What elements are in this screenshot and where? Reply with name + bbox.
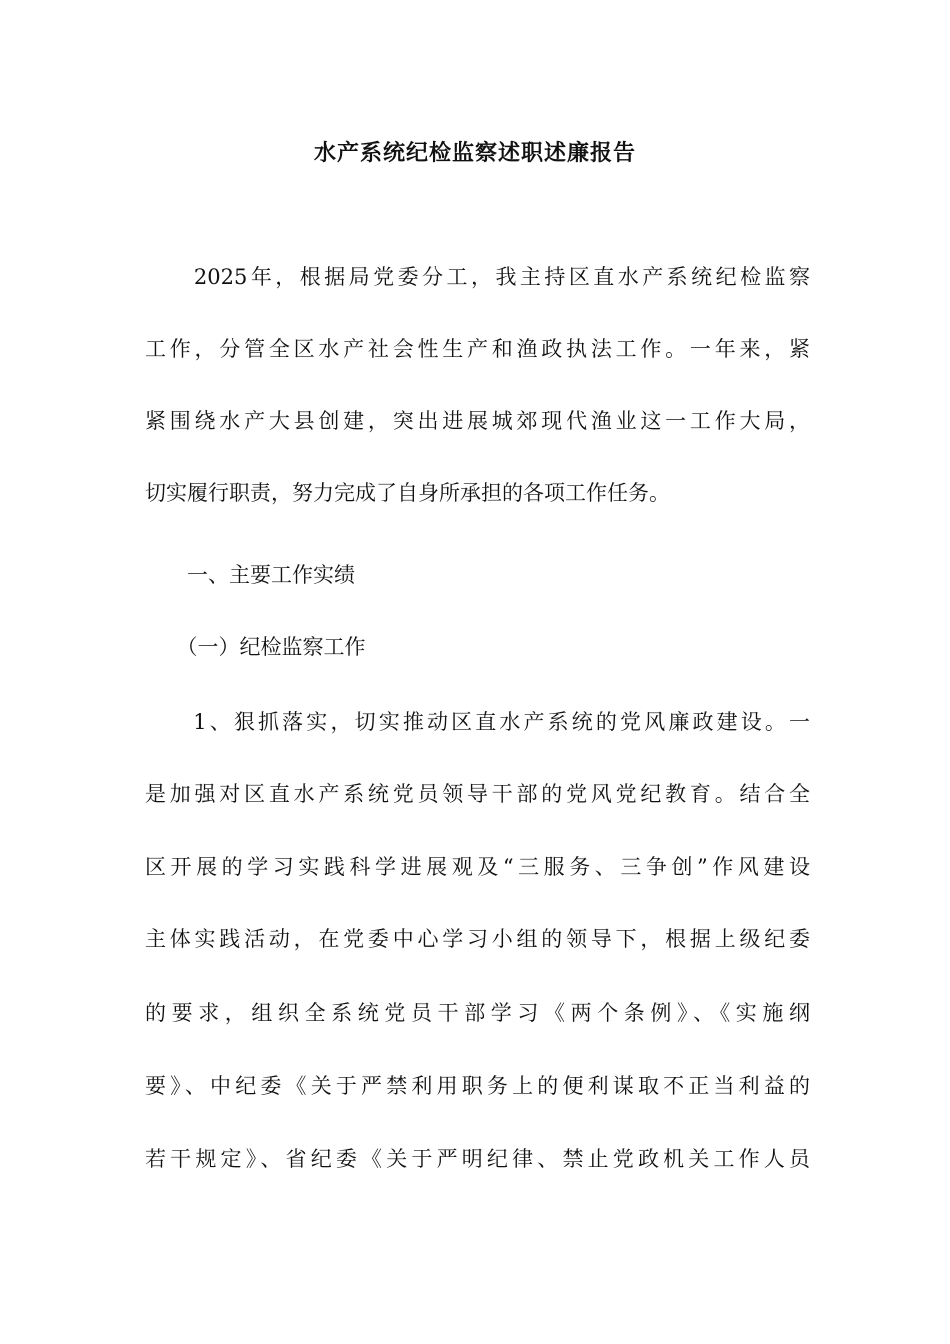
- body-line-6: 是加强对区直水产系统党员领导干部的党风党纪教育。结合全: [145, 782, 810, 806]
- body-line-4: 切实履行职责，努力完成了自身所承担的各项工作任务。: [145, 481, 670, 505]
- body-line-9: 的要求，组织全系统党员干部学习《两个条例》、《实施纲: [145, 1001, 810, 1025]
- body-line-8: 主体实践活动，在党委中心学习小组的领导下，根据上级纪委: [145, 927, 810, 951]
- body-line-7: 区开展的学习实践科学进展观及“三服务、三争创”作风建设: [145, 855, 810, 879]
- body-line-2: 工作，分管全区水产社会性生产和渔政执法工作。一年来，紧: [145, 337, 810, 361]
- body-line-10: 要》、中纪委《关于严禁利用职务上的便利谋取不正当利益的: [145, 1074, 810, 1098]
- subsection-heading-1: （一）纪检监察工作: [145, 635, 366, 659]
- document-title: 水产系统纪检监察述职述廉报告: [313, 141, 636, 166]
- body-line-5: 1、狠抓落实，切实推动区直水产系统的党风廉政建设。一: [145, 710, 810, 734]
- body-line-3: 紧围绕水产大县创建，突出进展城郊现代渔业这一工作大局，: [145, 409, 810, 433]
- body-line-1: 2025年，根据局党委分工，我主持区直水产系统纪检监察: [145, 265, 810, 289]
- body-line-11: 若干规定》、省纪委《关于严明纪律、禁止党政机关工作人员: [145, 1147, 810, 1171]
- section-heading-1: 一、主要工作实绩: [145, 563, 355, 587]
